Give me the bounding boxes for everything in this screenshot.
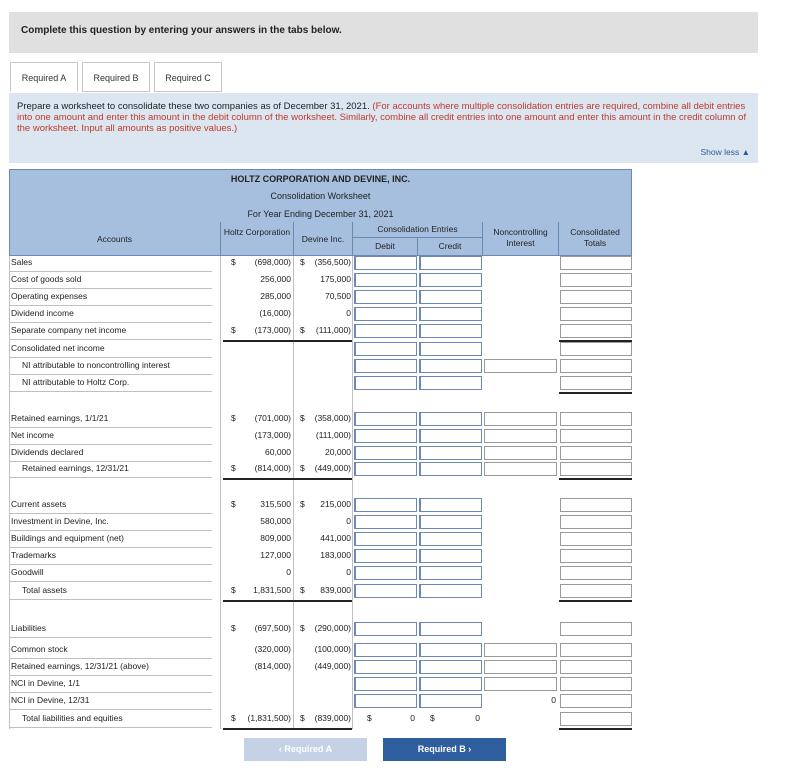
col-nci-header: Noncontrolling Interest [493, 227, 548, 248]
dollar-sign: $ [231, 499, 236, 509]
credit-input[interactable] [419, 429, 482, 443]
consolidated-input[interactable] [560, 307, 632, 321]
debit-input[interactable] [354, 660, 417, 674]
show-less-link[interactable] [700, 147, 750, 158]
account-label: Current assets [11, 499, 67, 509]
holtz-amount: (701,000) [254, 413, 291, 423]
credit-input[interactable] [419, 584, 482, 598]
consolidated-input[interactable] [560, 643, 632, 657]
debit-input[interactable] [354, 342, 417, 356]
devine-amount: (449,000) [314, 463, 351, 473]
devine-amount: (358,000) [314, 413, 351, 423]
consolidated-input[interactable] [560, 532, 632, 546]
consolidated-input[interactable] [560, 677, 632, 691]
consolidated-input[interactable] [560, 566, 632, 580]
debit-input[interactable] [354, 307, 417, 321]
show-less-label: Show less [700, 147, 740, 157]
credit-input[interactable] [419, 660, 482, 674]
nci-input[interactable] [484, 660, 557, 674]
account-label: NCI in Devine, 1/1 [11, 678, 80, 688]
dollar-sign: $ [300, 257, 305, 267]
account-label: Trademarks [11, 550, 57, 560]
devine-amount: (290,000) [314, 623, 351, 633]
devine-amount: (839,000) [314, 713, 351, 723]
holtz-amount: 0 [286, 567, 291, 577]
consolidated-input[interactable] [560, 324, 632, 338]
devine-amount: (100,000) [314, 644, 351, 654]
credit-input[interactable] [419, 446, 482, 460]
account-label: Investment in Devine, Inc. [11, 516, 109, 526]
account-label: Liabilities [11, 623, 46, 633]
debit-input[interactable] [354, 446, 417, 460]
dollar-sign: $ [367, 713, 372, 723]
holtz-amount: 315,500 [260, 499, 291, 509]
debit-input[interactable] [354, 324, 417, 338]
credit-input[interactable] [419, 256, 482, 270]
dollar-sign: $ [430, 713, 435, 723]
consolidated-input[interactable] [560, 429, 632, 443]
devine-amount: 215,000 [320, 499, 351, 509]
account-label: Total assets [22, 585, 67, 595]
holtz-amount: 256,000 [260, 274, 291, 284]
question-title: Complete this question by entering your answers in the tabs below. [21, 25, 342, 36]
credit-input[interactable] [419, 566, 482, 580]
next-required-b-button[interactable] [383, 738, 506, 761]
worksheet-title-period: For Year Ending December 31, 2021 [247, 209, 394, 219]
credit-input[interactable] [419, 376, 482, 390]
consolidated-input[interactable] [560, 462, 632, 476]
column-headers [9, 222, 632, 256]
account-label: Operating expenses [11, 291, 88, 301]
account-label: Total liabilities and equities [22, 713, 123, 723]
consolidated-input[interactable] [560, 584, 632, 598]
nci-input[interactable] [484, 643, 557, 657]
holtz-amount: (698,000) [254, 257, 291, 267]
account-label: Sales [11, 257, 33, 267]
credit-input[interactable] [419, 307, 482, 321]
credit-input[interactable] [419, 549, 482, 563]
consolidated-input[interactable] [560, 359, 632, 373]
dollar-sign: $ [300, 499, 305, 509]
credit-total: 0 [475, 713, 480, 723]
account-label: NI attributable to noncontrolling interest [22, 360, 170, 370]
dollar-sign: $ [231, 413, 236, 423]
question-header [9, 12, 758, 53]
debit-input[interactable] [354, 566, 417, 580]
debit-input[interactable] [354, 290, 417, 304]
prev-required-a-button[interactable] [244, 738, 367, 761]
consolidated-input[interactable] [560, 376, 632, 390]
worksheet-title-company: HOLTZ CORPORATION AND DEVINE, INC. [230, 174, 411, 184]
account-label: Retained earnings, 1/1/21 [11, 413, 109, 423]
consolidated-input[interactable] [560, 660, 632, 674]
devine-amount: 441,000 [320, 533, 351, 543]
dollar-sign: $ [300, 325, 305, 335]
account-label: Retained earnings, 12/31/21 [22, 463, 129, 473]
debit-input[interactable] [354, 376, 417, 390]
debit-input[interactable] [354, 462, 417, 476]
nci-input[interactable] [484, 429, 557, 443]
tab-required-c[interactable]: Required C [154, 62, 222, 92]
consolidated-input[interactable] [560, 273, 632, 287]
credit-input[interactable] [419, 515, 482, 529]
holtz-amount: (173,000) [254, 325, 291, 335]
consolidated-input[interactable] [560, 446, 632, 460]
consolidated-input[interactable] [560, 515, 632, 529]
holtz-amount: 809,000 [260, 533, 291, 543]
tab-required-a[interactable]: Required A [10, 62, 78, 92]
consolidated-input[interactable] [560, 712, 632, 726]
devine-amount: 0 [346, 567, 351, 577]
nci-input[interactable] [484, 462, 557, 476]
holtz-amount: (814,000) [254, 661, 291, 671]
holtz-amount: 127,000 [260, 550, 291, 560]
debit-total: 0 [410, 713, 415, 723]
dollar-sign: $ [300, 623, 305, 633]
caret-up-icon: ▲ [741, 147, 750, 157]
devine-amount: 839,000 [320, 585, 351, 595]
credit-input[interactable] [419, 498, 482, 512]
credit-input[interactable] [419, 342, 482, 356]
devine-amount: 70,500 [325, 291, 351, 301]
credit-input[interactable] [419, 324, 482, 338]
devine-amount: 183,000 [320, 550, 351, 560]
prev-label: Required A [284, 744, 333, 754]
account-label: NCI in Devine, 12/31 [11, 695, 90, 705]
nci-input[interactable] [484, 359, 557, 373]
instructions-note: (For accounts where multiple consolidation entries are required, combine all debit entries into one amount and enter this amount in the debit column of the worksheet. Similarly, combine all credit entries into one amount and enter this amount in the credit column of the worksheet. Input all amounts as positive values.) [17, 101, 747, 134]
dollar-sign: $ [231, 585, 236, 595]
nci-amount: 0 [551, 695, 556, 705]
credit-input[interactable] [419, 622, 482, 636]
dollar-sign: $ [300, 585, 305, 595]
holtz-amount: 60,000 [265, 447, 291, 457]
consolidated-input[interactable] [560, 256, 632, 270]
account-label: Retained earnings, 12/31/21 (above) [11, 661, 149, 671]
debit-input[interactable] [354, 677, 417, 691]
dollar-sign: $ [231, 713, 236, 723]
tab-required-b[interactable]: Required B [82, 62, 150, 92]
credit-input[interactable] [419, 412, 482, 426]
debit-input[interactable] [354, 622, 417, 636]
col-holtz-header: Holtz Corporation [223, 227, 291, 237]
instructions-panel [9, 93, 758, 163]
chevron-right-icon: › [468, 744, 472, 754]
dollar-sign: $ [231, 325, 236, 335]
account-label: Net income [11, 430, 54, 440]
consolidated-input[interactable] [560, 498, 632, 512]
debit-input[interactable] [354, 584, 417, 598]
account-label: Goodwill [11, 567, 44, 577]
consolidated-input[interactable] [560, 412, 632, 426]
devine-amount: (356,500) [314, 257, 351, 267]
consolidated-input[interactable] [560, 549, 632, 563]
dollar-sign: $ [231, 463, 236, 473]
account-label: Dividends declared [11, 447, 84, 457]
holtz-amount: 285,000 [260, 291, 291, 301]
chevron-left-icon: ‹ [278, 744, 282, 754]
debit-input[interactable] [354, 694, 417, 708]
credit-input[interactable] [419, 694, 482, 708]
debit-input[interactable] [354, 532, 417, 546]
col-accounts-header: Accounts [97, 234, 132, 244]
holtz-amount: (814,000) [254, 463, 291, 473]
account-label: NI attributable to Holtz Corp. [22, 377, 130, 387]
credit-input[interactable] [419, 677, 482, 691]
credit-input[interactable] [419, 273, 482, 287]
consolidation-worksheet [9, 169, 633, 729]
next-label: Required B [417, 744, 466, 754]
account-label: Cost of goods sold [11, 274, 82, 284]
credit-input[interactable] [419, 462, 482, 476]
account-label: Dividend income [11, 308, 74, 318]
devine-amount: 0 [346, 308, 351, 318]
debit-input[interactable] [354, 643, 417, 657]
holtz-amount: (320,000) [254, 644, 291, 654]
devine-amount: 0 [346, 516, 351, 526]
col-entries-header: Consolidation Entries [377, 224, 458, 234]
account-label: Common stock [11, 644, 68, 654]
debit-input[interactable] [354, 549, 417, 563]
dollar-sign: $ [231, 257, 236, 267]
credit-input[interactable] [419, 532, 482, 546]
credit-input[interactable] [419, 643, 482, 657]
dollar-sign: $ [300, 713, 305, 723]
devine-amount: (111,000) [315, 325, 351, 335]
devine-amount: 20,000 [325, 447, 351, 457]
dollar-sign: $ [300, 413, 305, 423]
col-credit-header: Credit [438, 241, 462, 251]
devine-amount: (111,000) [315, 430, 351, 440]
account-label: Consolidated net income [11, 343, 105, 353]
debit-input[interactable] [354, 412, 417, 426]
instructions-lead: Prepare a worksheet to consolidate these two companies as of December 31, 2021. [17, 101, 370, 112]
holtz-amount: (16,000) [259, 308, 291, 318]
worksheet-title-name: Consolidation Worksheet [270, 191, 371, 201]
nci-input[interactable] [484, 412, 557, 426]
account-label: Buildings and equipment (net) [11, 533, 124, 543]
credit-input[interactable] [419, 290, 482, 304]
holtz-amount: (1,831,500) [247, 713, 291, 723]
debit-input[interactable] [354, 498, 417, 512]
debit-input[interactable] [354, 515, 417, 529]
debit-input[interactable] [354, 256, 417, 270]
devine-amount: (449,000) [314, 661, 351, 671]
col-devine-header: Devine Inc. [301, 234, 345, 244]
consolidated-input[interactable] [560, 694, 632, 708]
holtz-amount: 1,831,500 [253, 585, 291, 595]
dollar-sign: $ [231, 623, 236, 633]
nci-input[interactable] [484, 677, 557, 691]
debit-input[interactable] [354, 429, 417, 443]
col-consolidated-header: Consolidated Totals [570, 227, 620, 248]
nci-input[interactable] [484, 446, 557, 460]
debit-input[interactable] [354, 273, 417, 287]
consolidated-input[interactable] [560, 622, 632, 636]
credit-input[interactable] [419, 359, 482, 373]
holtz-amount: 580,000 [260, 516, 291, 526]
account-label: Separate company net income [11, 325, 127, 335]
holtz-amount: (173,000) [254, 430, 291, 440]
consolidated-input[interactable] [560, 342, 632, 356]
col-debit-header: Debit [375, 241, 395, 251]
holtz-amount: (697,500) [254, 623, 291, 633]
consolidated-input[interactable] [560, 290, 632, 304]
dollar-sign: $ [300, 463, 305, 473]
debit-input[interactable] [354, 359, 417, 373]
devine-amount: 175,000 [320, 274, 351, 284]
